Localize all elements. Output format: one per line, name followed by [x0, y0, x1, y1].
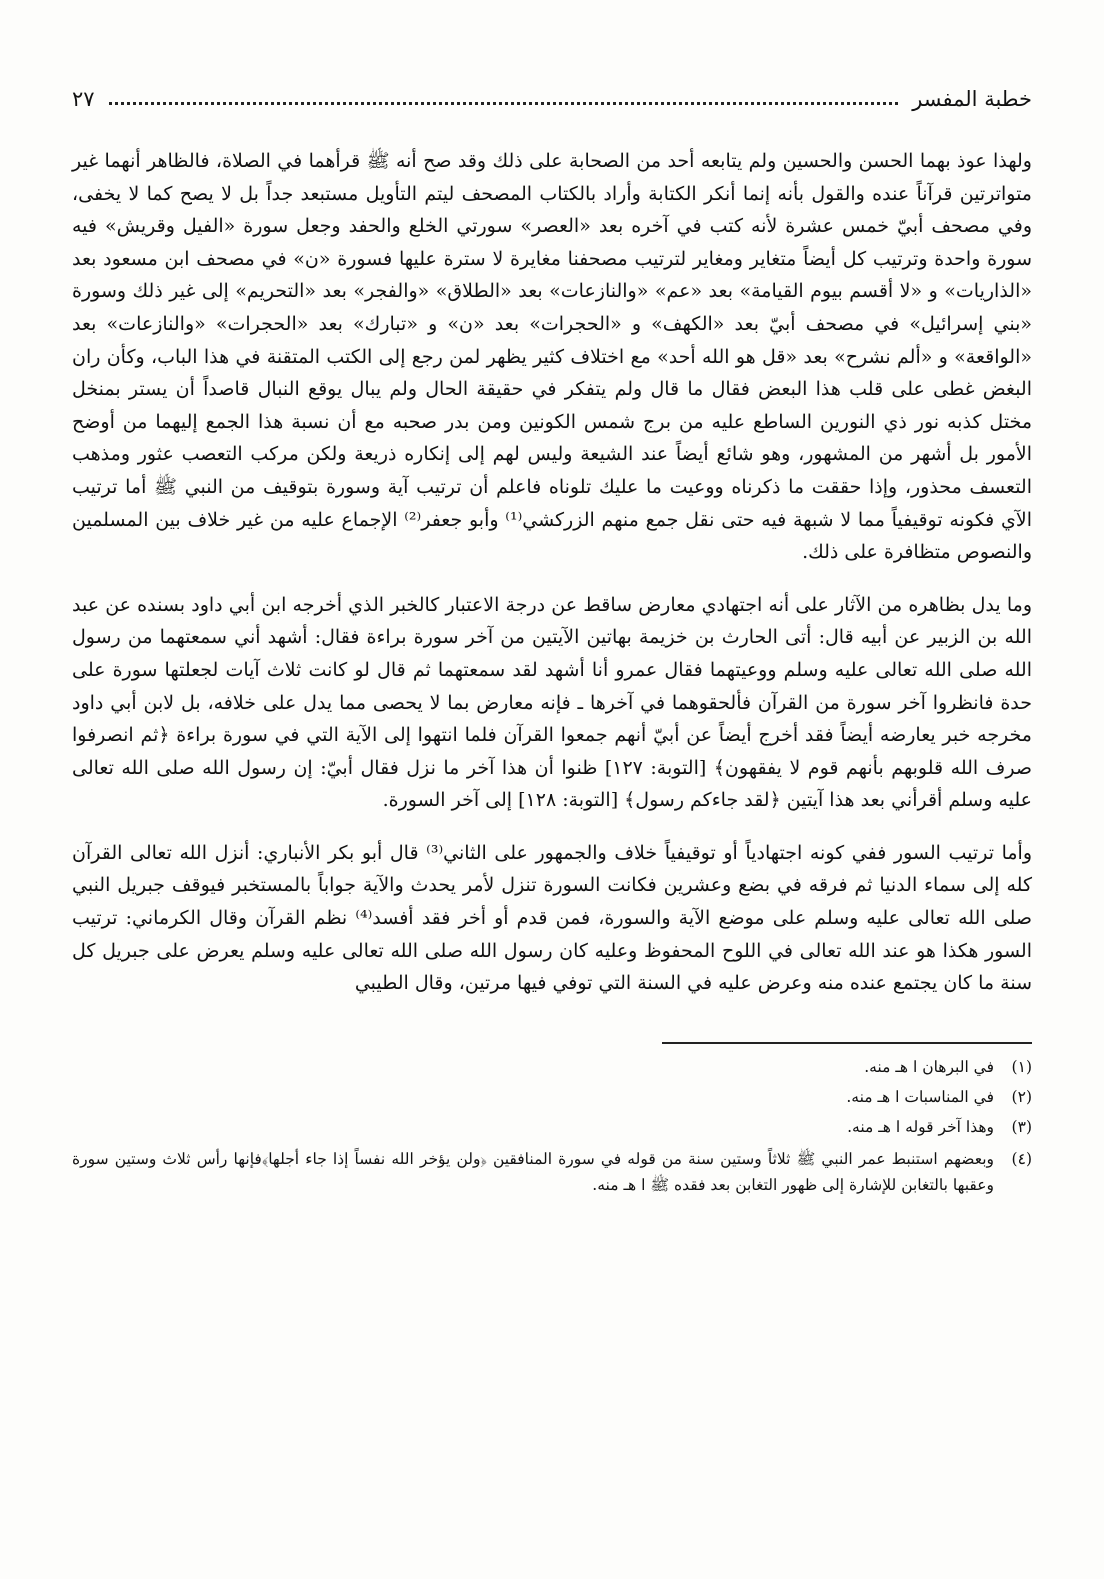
footnote — [72, 1112, 1032, 1142]
paragraph: وما يدل بظاهره من الآثار على أنه اجتهادي معارض ساقط عن درجة الاعتبار كالخبر الذي أخرجه ابن أبي داود بسنده عن عبد الله بن الزبير عن أبيه قال: أتى الحارث بن خزيمة بهاتين الآيتين من آخر سورة براءة فقال: أشهد أني سمعتهما من رسول الله صلى الله تعالى عليه وسلم ووعيتهما فقال عمرو أنا أشهد لقد سمعتهما ثم قال لو كانت ثلاث آيات لجعلتها سورة على حدة فانظروا آخر سورة من القرآن فألحقوهما في آخرها ـ فإنه معارض بما لا يحصى مما يدل على خلافه، بل لابن أبي داود مخرجه خبر يعارضه أيضاً فقد أخرج أيضاً عن أبيّ أنهم جمعوا القرآن فلما انتهوا إلى الآية التي في سورة براءة ﴿ثم انصرفوا صرف الله قلوبهم بأنهم قوم لا يفقهون﴾ [التوبة: ١٢٧] ظنوا أن هذا آخر ما نزل فقال أبيّ: إن رسول الله صلى الله تعالى عليه وسلم أقرأني بعد هذا آيتين ﴿لقد جاءكم رسول﴾ [التوبة: ١٢٨] إلى آخر السورة. — [72, 593, 1032, 812]
main-text — [72, 145, 1032, 1000]
footnote-number: (٤) — [1011, 1149, 1032, 1168]
header-title: خطبة المفسر — [912, 87, 1032, 111]
footnote-text: وهذا آخر قوله ا هـ منه. — [847, 1117, 994, 1136]
footnote — [72, 1082, 1032, 1112]
header-dot-leader — [109, 102, 899, 105]
footnote — [72, 1142, 1032, 1198]
paragraph: وأما ترتيب السور ففي كونه اجتهادياً أو توقيفياً خلاف والجمهور على الثاني⁽³⁾ قال أبو بكر الأنباري: أنزل الله تعالى القرآن كله إلى سماء الدنيا ثم فرقه في بضع وعشرين فكانت السورة تنزل لأمر يحدث والآية جواباً بالمستخبر فيوقف جبريل النبي صلى الله تعالى عليه وسلم على موضع الآية والسورة، فمن قدم أو أخر فقد أفسد⁽⁴⁾ نظم القرآن وقال الكرماني: ترتيب السور هكذا هو عند الله تعالى في اللوح المحفوظ وعليه كان رسول الله صلى الله تعالى عليه وسلم يعرض على جبريل كل سنة ما كان يجتمع عنده منه وعرض عليه في السنة التي توفي فيها مرتين، وقال الطيبي — [72, 841, 1032, 995]
footnote-number: (١) — [1011, 1057, 1032, 1076]
footnotes — [72, 1052, 1032, 1198]
page-number: ٢٧ — [72, 87, 95, 111]
page — [72, 84, 1032, 1198]
footnote-text: وبعضهم استنبط عمر النبي ﷺ ثلاثاً وستين سنة من قوله في سورة المنافقين ﴿ولن يؤخر الله نفساً إذا جاء أجلها﴾فإنها رأس ثلاث وستين سورة وعقبها بالتغابن للإشارة إلى ظهور التغابن بعد فقده ﷺ ا هـ منه. — [72, 1149, 994, 1194]
footnote-number: (٢) — [1011, 1087, 1032, 1106]
footnote-text: في البرهان ا هـ منه. — [864, 1057, 994, 1076]
footnote — [72, 1052, 1032, 1082]
footnote-text: في المناسبات ا هـ منه. — [846, 1087, 994, 1106]
running-header — [72, 84, 1032, 114]
footnote-divider — [662, 1042, 1032, 1044]
paragraph: ولهذا عوذ بهما الحسن والحسين ولم يتابعه أحد من الصحابة على ذلك وقد صح أنه ﷺ قرأهما في الصلاة، فالظاهر أنهما غير متواترتين قرآناً عنده والقول بأنه إنما أنكر الكتابة وأراد بالكتاب المصحف ليتم التأويل مستبعد جداً بل لا يصح كما لا يخفى، وفي مصحف أبيّ خمس عشرة لأنه كتب في آخره بعد «العصر» سورتي الخلع والحفد وجعل سورة «الفيل وقريش» فيه سورة واحدة وترتيب كل أيضاً متغاير ومغاير لترتيب مصحفنا مغايرة لا سترة عليها فسورة «ن» في مصحف ابن مسعود بعد «الذاريات» و «لا أقسم بيوم القيامة» بعد «عم» «والنازعات» بعد «الطلاق» «والفجر» بعد «التحريم» إلى غير ذلك وسورة «بني إسرائيل» في مصحف أبيّ بعد «الكهف» و «الحجرات» بعد «ن» و «تبارك» بعد «الحجرات» «والنازعات» بعد «الواقعة» و «ألم نشرح» بعد «قل هو الله أحد» مع اختلاف كثير يظهر لمن رجع إلى الكتب المتقنة في هذا الباب، وكأن ران البغض غطى على قلب هذا البعض فقال ما قال ولم يتفكر في حقيقة الحال ولم يبال يوقع النبال قاصداً أن يستر بمنخل مختل كذبه نور ذي النورين الساطع عليه من برج شمس الكونين ومن بدر صحبه مع أن نسبة هذا الجمع إليهما من أوضح الأمور بل أشهر من المشهور، وهو شائع أيضاً عند الشيعة وليس لهم إلى إنكاره ذريعة ولكن مركب التعصب عثور ومذهب التعسف محذور، وإذا حققت ما ذكرناه ووعيت ما عليك تلوناه فاعلم أن ترتيب آية وسورة بتوقيف من النبي ﷺ أما ترتيب الآي فكونه توقيفياً مما لا شبهة فيه حتى نقل جمع منهم الزركشي⁽¹⁾ وأبو جعفر⁽²⁾ الإجماع عليه من غير خلاف بين المسلمين والنصوص متظافرة على ذلك. — [72, 150, 1032, 564]
footnote-number: (٣) — [1011, 1117, 1032, 1136]
